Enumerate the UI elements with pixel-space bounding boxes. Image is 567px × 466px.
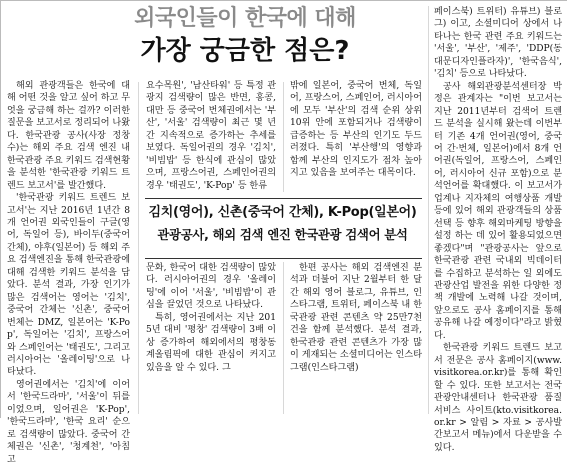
- paragraph: 해외 관광객들은 한국에 대해 어떤 것을 알고 싶어 하고 무엇을 궁금해 하는 걸까? 이러한 질문을 보고서로 정리되어 나왔다. 한국관광 공사(사장 정창수)는 해외 주요 검색 엔진 내 한국관광 주요 키워드 검색현황을 분석한 '한국관광 키워드 트렌드 보고서'를 발간했다.: [7, 81, 130, 191]
- subhead-line-2: 관광공사, 해외 검색 엔진 한국관광 검색어 분석: [157, 227, 408, 242]
- article-column-4: [434, 6, 562, 453]
- paragraph: 특히, 영어권에서는 지난 2015년 대비 '평창' 검색량이 3배 이상 증가하여 해외에서의 평창동계올림픽에 대한 관심이 커지고 있음을 알 수 있다. 그: [146, 312, 276, 373]
- paragraph: 문화, 한국어 대한 검색량이 많았다. 러시아어권의 경우 '올레이팅'에 이어 '서울', '비빔밥'이 관심을 끌었던 것으로 나타났다.: [146, 263, 276, 311]
- paragraph: 한국관광 키워드 트렌드 보고서 전문은 공사 홈페이지(www.visitkorea.or.kr)를 통해 확인할 수 있다. 또한 보고서는 전국 관광안내센터나 한국관광 품질서비스 사이트(kto.visitkorea.or.kr > 알림 > 자료 > 공사발간보고서 메뉴)에서 다운받을 수 있다.: [434, 343, 562, 453]
- paragraph: 밖에 일본어, 중국어 번체, 독일어, 프랑스어, 스페인어, 러시아어에 모두 '부산'의 검색 순위 상위 10위 안에 포함되거나 검색량이 급증하는 등 부산의 인기도 두드러졌다. 특히 '부산행'의 영향과 함께 부산의 인지도가 점차 높아지고 있음을 보여주는 대목이다.: [290, 81, 422, 179]
- column-divider: [428, 6, 429, 414]
- headline: [70, 4, 420, 68]
- headline-line-1: 외국인들이 한국에 대해: [134, 6, 356, 31]
- subhead-line-1: 김치(영어), 신촌(중국어 간체), K-Pop(일본어): [148, 205, 417, 220]
- article-column-2-top: [146, 80, 276, 192]
- article-column-2-bottom: [146, 262, 276, 416]
- paragraph: 한편 공사는 해외 검색엔진 분석과 더불어 지난 2월부터 한 달간 해외 영어 블로그, 유튜브, 인스타그램, 트위터, 페이스북 내 한국관광 관련 콘텐츠 약 25만7천건을 함께 분석했다. 분석 결과, 한국관광 관련 콘텐츠가 가장 많이 게재되는 소셜미디어는 인스타그램(인스타그램): [290, 263, 422, 373]
- paragraph: 요수목원', '남산타워' 등 특정 관광지 검색량이 많은 반면, 홍콩, 대만 등 중국어 번체권에서는 '부산', '서울' 검색량이 최근 몇 년간 지속적으로 증가하는 추세를 보였다. 독일어권의 경우 '김치', '비빔밥' 등 한식에 관심이 많았으며, 프랑스어권, 스페인어권의 경우 '태권도', 'K-Pop' 등 한류: [146, 81, 276, 191]
- paragraph: 페이스북) 트위터) 유튜브) 블로그) 이고, 소셜미디어 상에서 나타나는 한국 관련 주요 키워드는 '서울', '부산', '제주', 'DDP(동대문디자인플라자)', '한국음식', '김치' 등으로 나타났다.: [434, 7, 562, 80]
- headline-line-2: 가장 궁금한 점은?: [140, 36, 350, 66]
- subhead-bottom-rule: [145, 258, 422, 259]
- column-divider: [283, 82, 284, 192]
- paragraph: 영어권에서는 '김치'에 이어서 '한국드라마', '서울'이 뒤를 이었으며, 일어권은 'K-Pop', '한국드라마', '한국 요리' 순으로 검색량이 많았다. 중국어 간체권은 '신촌', '청계천', '아침고: [7, 379, 130, 465]
- article-column-1: [7, 80, 130, 465]
- article-column-3-top: [290, 80, 422, 192]
- column-divider: [283, 262, 284, 414]
- subhead: [145, 202, 420, 258]
- article-column-3-bottom: [290, 262, 422, 416]
- subhead-top-rule: [145, 198, 422, 199]
- column-divider: [138, 82, 139, 414]
- paragraph: '한국관광 키워드 트렌드 보고서'는 지난 2016년 1년간 8개 언어권 외국인들이 구글(영어, 독일어 등), 바이두(중국어 간체), 야후(일본어) 등 해외 주요 검색엔진을 통해 한국관광에 대해 검색한 키워드 분석을 담았다. 분석 결과, 가장 인기가 많은 검색어는 영어는 '김치', 중국어 간체는 '신촌', 중국어 번체는 DMZ, 일본어는 'K-Pop', 독일어는 '김치', 프랑스어와 스페인어는 '태권도', 그리고 러시아어는 '올레이팅'으로 나타났다.: [7, 193, 130, 378]
- paragraph: 공사 해외관광분석센터장 박정은 관계자는 "이번 보고서는 지난 2011년부터 검색어 트렌드 분석을 실시해 왔는데 이번부터 기존 4개 언어권(영어, 중국어 간·번체, 일본어)에서 8개 언어권(독일어, 프랑스어, 스페인어, 러시아어 신규 포함)으로 분석언어를 확대했다. 이 보고서가 업계나 지자체의 여행상품 개발 등에 있어 해외 관광객들의 상품 선택 등 향후 해외마케팅 방향을 설정 하는 데 있어 활용되었으면 좋겠다"며 "관광공사는 앞으로 한국관광 관련 국내외 빅데이터를 수집하고 분석하는 일 외에도 관광산업 발전을 위한 다양한 정책 개발에 노력해 나갈 것이며, 앞으로도 공사 홈페이지를 통해 공유해 나갈 예정이다"라고 밝혔다.: [434, 81, 562, 341]
